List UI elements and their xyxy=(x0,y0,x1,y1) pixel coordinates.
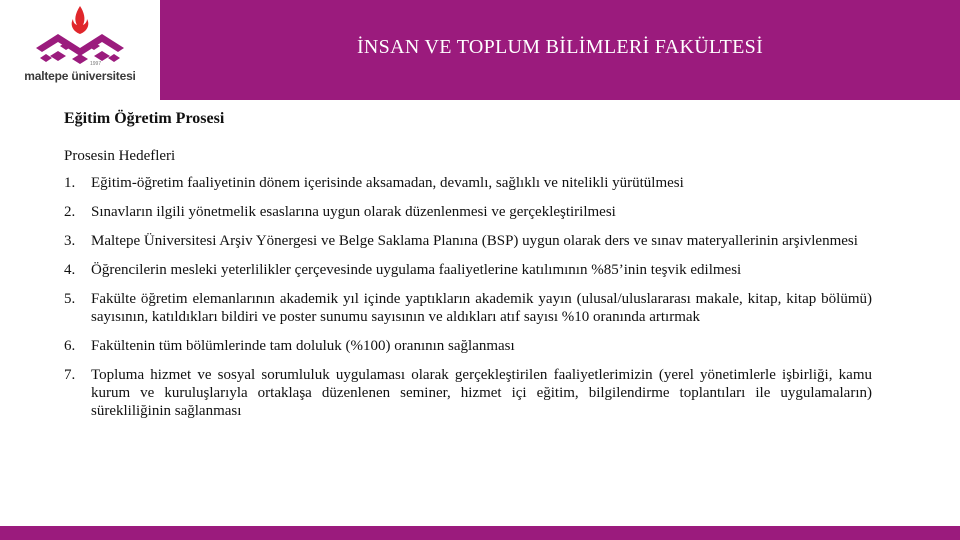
header-bar xyxy=(160,0,960,100)
list-item-number: 1. xyxy=(64,175,76,191)
svg-text:1997: 1997 xyxy=(90,61,102,67)
list-item xyxy=(64,337,872,355)
list-item-number: 2. xyxy=(64,204,76,220)
list-item-number: 6. xyxy=(64,338,76,354)
list-item xyxy=(64,366,872,420)
list-item-text: Öğrencilerin mesleki yeterlilikler çerçevesinde uygulama faaliyetlerine katılımının %85’inin teşvik edilmesi xyxy=(91,262,742,278)
list-item-number: 5. xyxy=(64,291,76,307)
footer-bar xyxy=(0,526,960,540)
section-subheading: Prosesin Hedefleri xyxy=(64,148,176,164)
list-item-text: Fakültenin tüm bölümlerinde tam doluluk (%100) oranının sağlanması xyxy=(91,338,515,354)
list-item-text: Topluma hizmet ve sosyal sorumluluk uygulaması olarak gerçekleştirilen faaliyetlerimizin (yerel yönetimlerle işbirliği, kamu kurum ve kuruluşlarıyla ortaklaşa düzenlenen seminer, hizmet içi eğitim, bilgilendirme toplantıları ile uygulamaların) sürekliliğinin sağlanması xyxy=(91,367,872,419)
list-item-number: 4. xyxy=(64,262,76,278)
list-item-number: 3. xyxy=(64,233,76,249)
list-item xyxy=(64,261,872,279)
list-item-text: Sınavların ilgili yönetmelik esaslarına uygun olarak düzenlenmesi ve gerçekleştirilmesi xyxy=(91,204,616,220)
goals-list xyxy=(64,174,872,431)
logo-area xyxy=(0,0,160,100)
list-item-number: 7. xyxy=(64,367,76,383)
faculty-title: İNSAN VE TOPLUM BİLİMLERİ FAKÜLTESİ xyxy=(356,36,764,58)
list-item xyxy=(64,290,872,326)
university-logo-icon xyxy=(30,4,130,68)
list-item-text: Fakülte öğretim elemanlarının akademik yıl içinde yaptıkların akademik yayın (ulusal/uluslararası makale, kitap, kitap bölümü) sayısının, katıldıkları bildiri ve poster sunumu sayısının ve aldıkları atıf sayısı %10 oranında artırmak xyxy=(91,291,872,325)
section-heading: Eğitim Öğretim Prosesi xyxy=(64,110,225,127)
university-name: maltepe üniversitesi xyxy=(24,69,136,83)
list-item xyxy=(64,174,872,192)
list-item xyxy=(64,232,872,250)
list-item xyxy=(64,203,872,221)
list-item-text: Maltepe Üniversitesi Arşiv Yönergesi ve Belge Saklama Planına (BSP) uygun olarak ders ve sınav materyallerinin arşivlenmesi xyxy=(91,233,858,249)
list-item-text: Eğitim-öğretim faaliyetinin dönem içerisinde aksamadan, devamlı, sağlıklı ve nitelikli yürütülmesi xyxy=(91,175,684,191)
